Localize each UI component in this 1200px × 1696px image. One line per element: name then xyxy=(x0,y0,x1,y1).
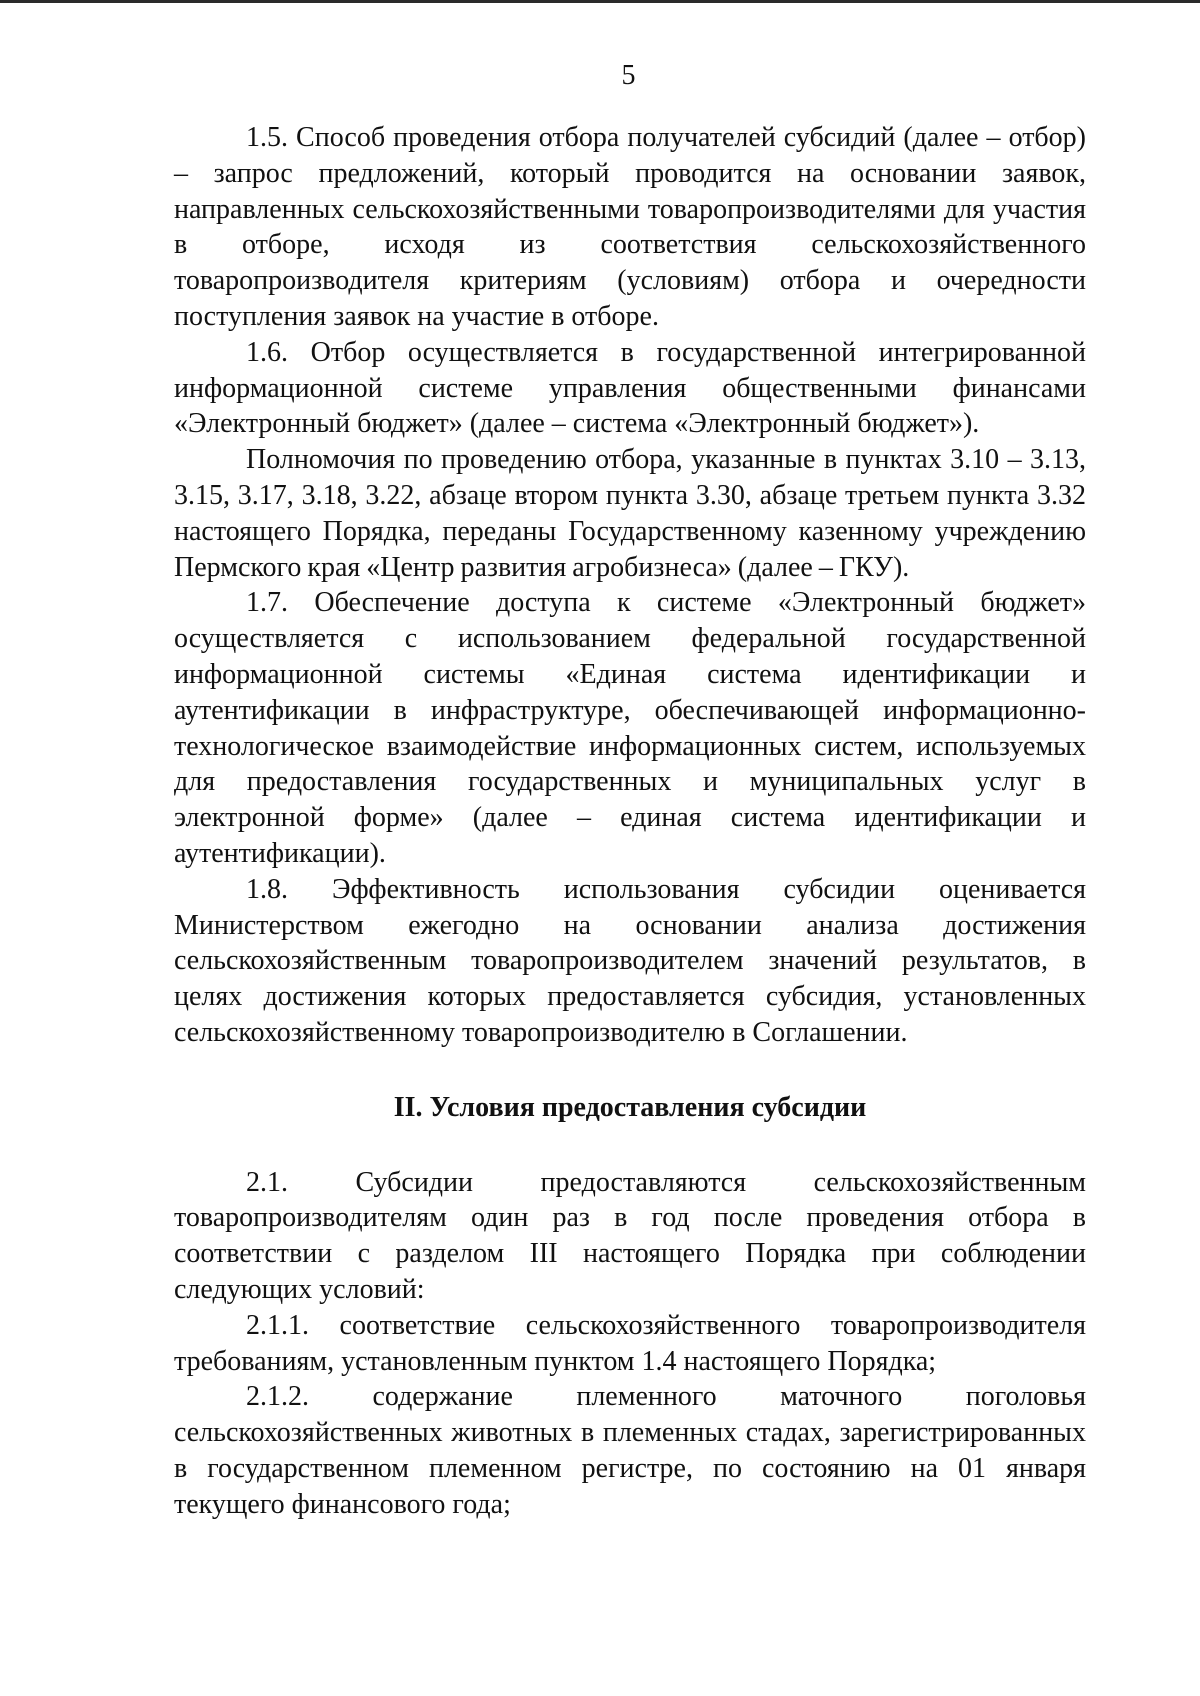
page-top-border xyxy=(0,0,1200,3)
paragraph-1-6: 1.6. Отбор осуществляется в государственной интегрированной информационной системе управления общественными финансами «Электронный бюджет» (далее – система «Электронный бюджет»). xyxy=(174,336,1086,440)
paragraph-1-5: 1.5. Способ проведения отбора получателей субсидий (далее – отбор) – запрос предложений, который проводится на основании заявок, направленных сельскохозяйственными товаропроизводителями для участия в отборе, исходя из соответствия сельскохозяйственного товаропроизводителя критериям (условиям) отбора и очередности поступления заявок на участие в отборе. xyxy=(174,122,1086,332)
paragraph-2-1-1: 2.1.1. соответствие сельскохозяйственного товаропроизводителя требованиям, установленным пунктом 1.4 настоящего Порядка; xyxy=(174,1309,1086,1377)
paragraph-2-1-2: 2.1.2. содержание племенного маточного поголовья сельскохозяйственных животных в племенных стадах, зарегистрированных в государственном племенном регистре, по состоянию на 01 января текущего финансового года; xyxy=(174,1381,1086,1520)
paragraph-authority: Полномочия по проведению отбора, указанные в пунктах 3.10 – 3.13, 3.15, 3.17, 3.18, 3.22, абзаце втором пункта 3.30, абзаце третьем пункта 3.32 настоящего Порядка, переданы Государственному казенному учреждению Пермского края «Центр развития агробизнеса» (далее – ГКУ). xyxy=(174,444,1086,583)
paragraph-1-7: 1.7. Обеспечение доступа к системе «Электронный бюджет» осуществляется с использованием федеральной государственной информационной системы «Единая система идентификации и аутентификации в инфраструктуре, обеспечивающей информационно-технологическое взаимодействие информационных систем, используемых для предоставления государственных и муниципальных услуг в электронной форме» (далее – единая система идентификации и аутентификации). xyxy=(174,587,1086,869)
section-title: II. Условия предоставления субсидии xyxy=(393,1091,867,1123)
paragraph-2-1: 2.1. Субсидии предоставляются сельскохозяйственным товаропроизводителям один раз в год после проведения отбора в соответствии с разделом III настоящего Порядка при соблюдении следующих условий: xyxy=(174,1166,1086,1305)
page-number: 5 xyxy=(621,60,636,91)
document-body xyxy=(174,120,1086,1522)
paragraph-1-8: 1.8. Эффективность использования субсидии оценивается Министерством ежегодно на основании анализа достижения сельскохозяйственным товаропроизводителем значений результатов, в целях достижения которых предоставляется субсидия, установленных сельскохозяйственному товаропроизводителю в Соглашении. xyxy=(174,873,1086,1048)
